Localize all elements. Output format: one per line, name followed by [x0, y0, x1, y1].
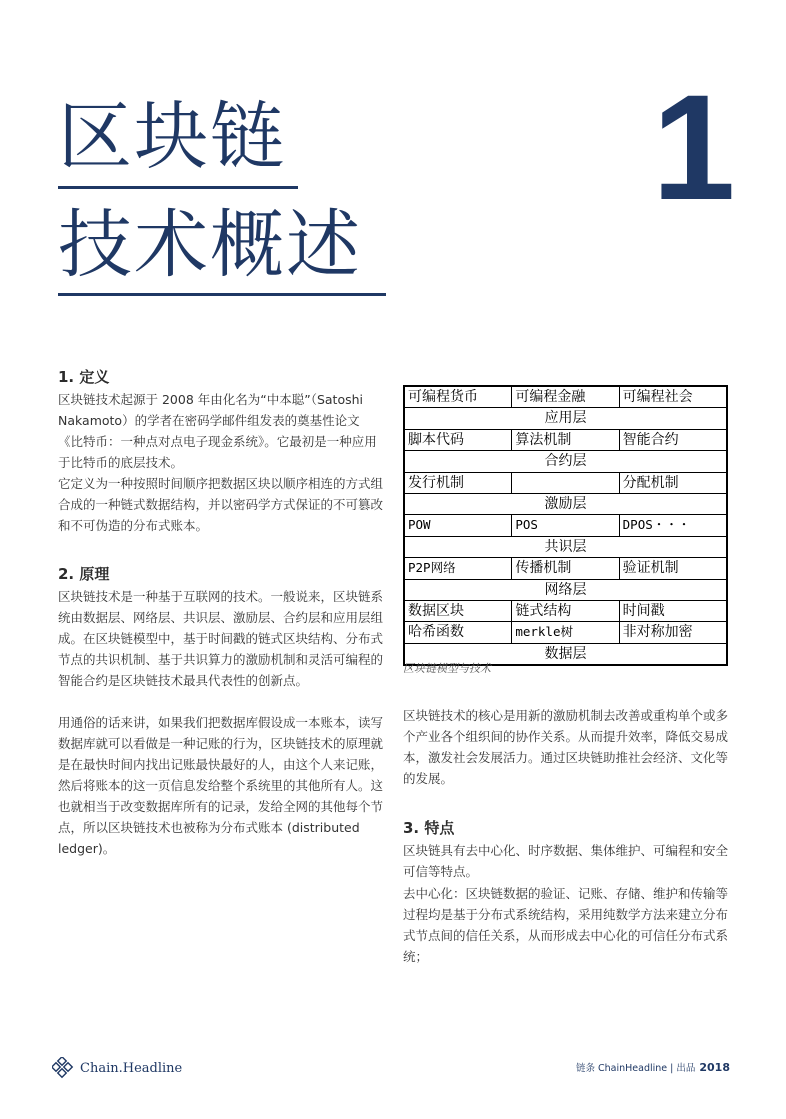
layer-label: 激励层 [544, 495, 587, 512]
section-1-paragraph-1: 区块链技术起源于 2008 年由化名为“中本聪”（Satoshi Nakamoto）的学者在密码学邮件组发表的奠基性论文《比特币：一种点对点电子现金系统》。它最初是一种应用于比特币的底层技术。 [58, 392, 377, 470]
footer-logo [52, 1057, 182, 1079]
table-cell: 传播机制 [511, 558, 619, 578]
table-cell: 链式结构 [511, 601, 619, 621]
chain-logo-icon [52, 1057, 74, 1079]
layer-label: 共识层 [544, 538, 587, 555]
blockchain-model-table [403, 385, 728, 666]
table-cell: 非对称加密 [622, 624, 693, 641]
section-3-paragraph-2: 去中心化：区块链数据的验证、记账、存储、维护和传输等过程均是基于分布式系统结构，采用纯数学方法来建立分布式节点间的信任关系，从而形成去中心化的可信任分布式系统； [403, 886, 729, 964]
right-column-paragraph: 区块链技术的核心是用新的激励机制去改善或重构单个或多个产业各个组织间的协作关系。从而提升效率，降低交易成本，激发社会发展活力。通过区块链助推社会经济、文化等的发展。 [403, 708, 729, 786]
table-cell: 分配机制 [622, 474, 679, 491]
table-cell: merkle树 [511, 622, 619, 642]
table-row [405, 387, 726, 408]
table-row [405, 473, 726, 494]
table-cell: 可编程社会 [622, 389, 693, 405]
table-cell: POS [511, 515, 619, 535]
section-3-paragraph-1: 区块链具有去中心化、时序数据、集体维护、可编程和安全可信等特点。 [403, 843, 729, 879]
title-underline-2 [58, 293, 386, 296]
page-title-line-2: 技术概述 [58, 202, 362, 288]
table-cell: 时间戳 [622, 602, 665, 619]
layer-label: 合约层 [544, 453, 587, 470]
table-cell: 可编程货币 [408, 389, 478, 405]
chapter-number: 1 [652, 63, 736, 231]
table-cell: 验证机制 [622, 560, 679, 577]
section-2-paragraph-1: 区块链技术是一种基于互联网的技术。一般说来，区块链系统由数据层、网络层、共识层、激励层、合约层和应用层组成。在区块链模型中，基于时间戳的链式区块结构、分布式节点的共识机制、基于共识算力的激励机制和灵活可编程的智能合约是区块链技术最具代表性的创新点。 [58, 589, 384, 688]
footer-credit-text: 链条 ChainHeadline | 出品 [575, 1063, 696, 1074]
section-2-heading: 2. 原理 [58, 565, 110, 583]
table-layer-row [405, 494, 726, 515]
table-row [405, 558, 726, 579]
footer-credit [576, 1060, 730, 1074]
table-cell: 可编程金融 [511, 387, 619, 407]
table-row [405, 601, 726, 622]
layer-label: 数据层 [544, 645, 587, 662]
table-layer-row [405, 537, 726, 558]
table-cell [511, 473, 619, 493]
layer-label: 网络层 [544, 581, 587, 598]
table-cell: DPOS・・・ [622, 517, 691, 533]
table-cell: 算法机制 [511, 430, 619, 450]
page-title-line-1: 区块链 [58, 94, 286, 180]
table-layer-row [405, 451, 726, 472]
layer-label: 应用层 [544, 410, 587, 427]
table-cell: 发行机制 [408, 474, 464, 491]
section-1-heading: 1. 定义 [58, 368, 110, 386]
table-layer-row [405, 408, 726, 429]
section-1-paragraph-2: 它定义为一种按照时间顺序把数据区块以顺序相连的方式组合成的一种链式数据结构，并以密码学方式保证的不可篡改和不可伪造的分布式账本。 [58, 476, 384, 533]
title-underline-1 [58, 186, 298, 189]
table-cell: POW [408, 517, 431, 533]
figure-caption: 区块链模型与技术 [403, 662, 491, 675]
table-row [405, 515, 726, 536]
table-layer-row [405, 580, 726, 601]
table-row [405, 430, 726, 451]
table-cell: 脚本代码 [408, 431, 464, 448]
table-cell: 智能合约 [622, 431, 679, 448]
table-cell: 数据区块 [408, 602, 464, 619]
footer-year: 2018 [699, 1061, 730, 1074]
table-cell: P2P网络 [408, 560, 456, 576]
section-3-heading: 3. 特点 [403, 819, 455, 837]
table-row [405, 622, 726, 643]
section-2-paragraph-2: 用通俗的话来讲，如果我们把数据库假设成一本账本，读写数据库就可以看做是一种记账的行为，区块链技术的原理就是在最快时间内找出记账最快最好的人，由这个人来记账，然后将账本的这一页信息发给整个系统里的其他所有人。这也就相当于改变数据库所有的记录，发给全网的其他每个节点，所以区块链技术也被称为分布式账本 (distributed ledger)。 [58, 715, 384, 856]
footer-brand: Chain.Headline [80, 1060, 183, 1076]
table-cell: 哈希函数 [408, 624, 464, 641]
